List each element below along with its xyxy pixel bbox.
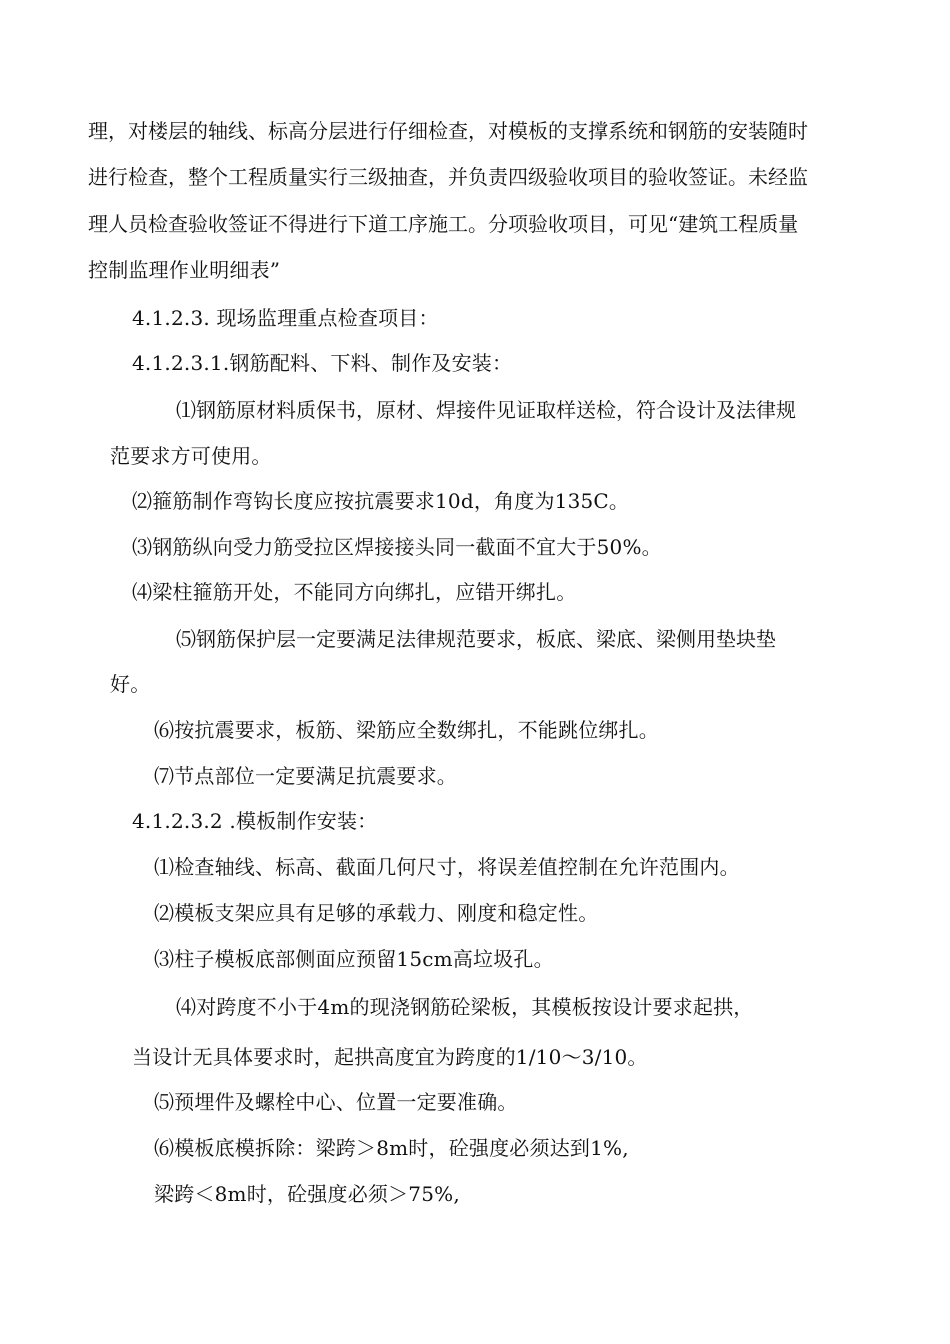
paragraph-line: 控制监理作业明细表”: [88, 258, 281, 282]
paragraph-line: 理，对楼层的轴线、标高分层进行仔细检查，对模板的支撑系统和钢筋的安装随时: [88, 119, 808, 143]
list-item: ⑸预埋件及螺栓中心、位置一定要准确。: [154, 1090, 518, 1114]
list-item: ⑶钢筋纵向受力筋受拉区焊接接头同一截面不宜大于50%。: [132, 535, 662, 559]
list-item-continuation: 当设计无具体要求时，起拱高度宜为跨度的1/10〜3/10。: [132, 1045, 648, 1069]
paragraph-line: 理人员检查验收签证不得进行下道工序施工。分项验收项目，可见“建筑工程质量: [88, 212, 799, 236]
list-item: ⑵箍筋制作弯钩长度应按抗震要求10d，角度为135C。: [132, 489, 630, 513]
list-item: ⑹按抗震要求，板筋、梁筋应全数绑扎，不能跳位绑扎。: [154, 718, 659, 742]
list-item: ⑴钢筋原材料质保书，原材、焊接件见证取样送检，符合设计及法律规: [176, 398, 796, 422]
list-item: ⑹模板底模拆除：梁跨＞8m时，砼强度必须达到1%,: [154, 1136, 629, 1160]
list-item-continuation: 范要求方可使用。: [110, 444, 272, 468]
list-item: ⑸钢筋保护层一定要满足法律规范要求，板底、梁底、梁侧用垫块垫: [176, 627, 776, 651]
list-item: ⑴检查轴线、标高、截面几何尺寸，将误差值控制在允许范围内。: [154, 855, 740, 879]
list-item-continuation: 梁跨＜8m时，砼强度必须＞75%,: [154, 1182, 460, 1206]
list-item: ⑵模板支架应具有足够的承载力、刚度和稳定性。: [154, 901, 599, 925]
section-heading: 4.1.2.3. 现场监理重点检查项目：: [132, 306, 439, 330]
list-item: ⑺节点部位一定要满足抗震要求。: [154, 764, 457, 788]
list-item: ⑷梁柱箍筋开处，不能同方向绑扎，应错开绑扎。: [132, 580, 577, 604]
subsection-heading: 4.1.2.3.2 .模板制作安装：: [132, 809, 378, 833]
list-item-continuation: 好。: [110, 672, 151, 696]
paragraph-line: 进行检查，整个工程质量实行三级抽查，并负责四级验收项目的验收签证。未经监: [88, 165, 808, 189]
list-item: ⑷对跨度不小于4m的现浇钢筋砼梁板，其模板按设计要求起拱，: [176, 995, 754, 1019]
list-item: ⑶柱子模板底部侧面应预留15cm高垃圾孔。: [154, 947, 554, 971]
subsection-heading: 4.1.2.3.1.钢筋配料、下料、制作及安装：: [132, 351, 513, 375]
